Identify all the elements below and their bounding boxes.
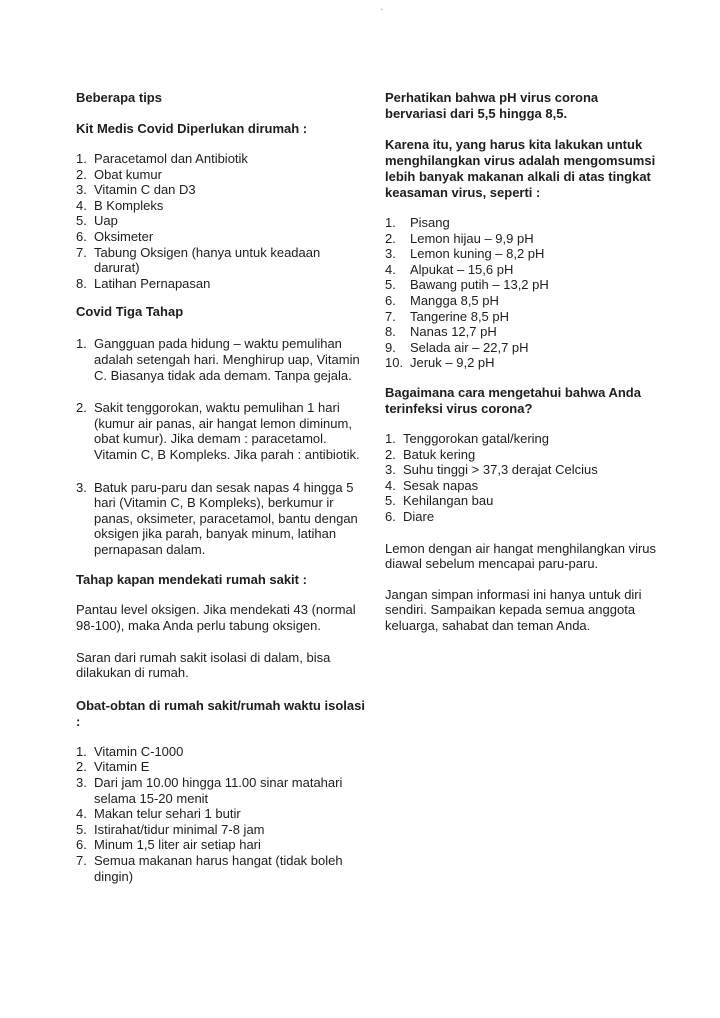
list-item <box>76 759 366 775</box>
list-item-text: Mangga 8,5 pH <box>410 292 499 308</box>
list-item-text: Dari jam 10.00 hingga 11.00 sinar matahari selama 15-20 menit <box>94 775 343 806</box>
list-item-text: Gangguan pada hidung – waktu pemulihan adalah setengah hari. Menghirup uap, Vitamin C. Biasanya tidak ada demam. Tanpa gejala. <box>94 336 360 383</box>
isolation-medicines-list <box>76 744 366 884</box>
list-item-number: 6. <box>385 508 396 524</box>
list-item-text: Jeruk – 9,2 pH <box>410 355 495 371</box>
list-item-number: 4. <box>385 477 396 493</box>
list-item <box>76 853 366 884</box>
list-item <box>76 151 366 167</box>
list-item-text: Oksimeter <box>94 228 154 244</box>
list-item <box>76 213 366 229</box>
list-item-number: 4. <box>76 806 87 822</box>
list-item-text: Latihan Pernapasan <box>94 275 211 291</box>
list-item-text: Semua makanan harus hangat (tidak boleh dingin) <box>94 853 343 884</box>
list-item <box>76 480 366 558</box>
left-column <box>76 90 366 884</box>
list-item-number: 2. <box>76 166 87 182</box>
list-item <box>385 262 660 278</box>
isolation-advice-text: Saran dari rumah sakit isolasi di dalam, bisa dilakukan di rumah. <box>76 649 331 681</box>
list-item-text: Diare <box>403 508 435 524</box>
list-item-text: Makan telur sehari 1 butir <box>94 806 241 822</box>
list-item-number: 3. <box>76 479 87 495</box>
list-item <box>76 822 366 838</box>
list-item <box>385 293 660 309</box>
lemon-water-text: Lemon dengan air hangat menghilangkan virus diawal sebelum mencapai paru-paru. <box>385 540 657 572</box>
list-item-number: 7. <box>385 308 396 324</box>
list-item <box>385 231 660 247</box>
list-item-number: 6. <box>76 837 87 853</box>
heading-tips: Beberapa tips <box>76 90 162 105</box>
list-item <box>76 167 366 183</box>
list-item <box>385 478 660 494</box>
list-item-text: Nanas 12,7 pH <box>410 324 497 340</box>
list-item-number: 2. <box>385 446 396 462</box>
list-item-number: 4. <box>76 197 87 213</box>
list-item <box>385 309 660 325</box>
list-item-text: Tangerine 8,5 pH <box>410 308 510 324</box>
list-item-text: Lemon kuning – 8,2 pH <box>410 246 545 262</box>
list-item-text: Tabung Oksigen (hanya untuk keadaan darurat) <box>94 244 321 276</box>
list-item-text: Lemon hijau – 9,9 pH <box>410 230 534 246</box>
list-item-number: 9. <box>385 339 396 355</box>
list-item-text: Uap <box>94 213 118 229</box>
list-item <box>385 324 660 340</box>
heading-medical-kit: Kit Medis Covid Diperlukan dirumah : <box>76 121 308 136</box>
list-item-number: 1. <box>76 743 87 759</box>
list-item <box>76 336 366 383</box>
list-item <box>385 340 660 356</box>
list-item-number: 6. <box>385 292 396 308</box>
list-item-text: Sesak napas <box>403 477 479 493</box>
list-item <box>76 744 366 760</box>
list-item-number: 8. <box>385 324 396 340</box>
list-item <box>76 837 366 853</box>
oxygen-level-text: Pantau level oksigen. Jika mendekati 43 (normal 98-100), maka Anda perlu tabung oksigen. <box>76 602 356 634</box>
heading-symptoms: Bagaimana cara mengetahui bahwa Anda terinfeksi virus corona? <box>385 384 641 416</box>
list-item-text: Obat kumur <box>94 166 162 182</box>
list-item-number: 1. <box>76 336 87 352</box>
list-item <box>385 277 660 293</box>
list-item-number: 5. <box>385 277 396 293</box>
list-item-text: Paracetamol dan Antibiotik <box>94 151 248 166</box>
list-item <box>385 215 660 231</box>
list-item <box>385 431 660 447</box>
list-item-text: Selada air – 22,7 pH <box>410 339 529 355</box>
right-column <box>385 90 660 633</box>
list-item-number: 6. <box>76 228 87 244</box>
list-item-text: Sakit tenggorokan, waktu pemulihan 1 hari (kumur air panas, air hangat lemon diminum, obat kumur). Jika demam : paracetamol. Vitamin C, B Kompleks. Jika parah : antibiotik. <box>94 400 360 462</box>
list-item-number: 2. <box>385 230 396 246</box>
medical-kit-list <box>76 151 366 291</box>
list-item-number: 1. <box>385 215 396 230</box>
list-item-text: Vitamin C-1000 <box>94 743 184 759</box>
scan-speck-mark: · <box>380 4 384 15</box>
list-item-text: Pisang <box>410 215 450 230</box>
list-item-number: 2. <box>76 759 87 775</box>
list-item-number: 5. <box>385 493 396 509</box>
list-item-number: 3. <box>385 462 396 478</box>
list-item-number: 4. <box>385 261 396 277</box>
list-item <box>385 355 660 371</box>
list-item <box>385 246 660 262</box>
list-item <box>385 509 660 525</box>
list-item-text: Istirahat/tidur minimal 7-8 jam <box>94 821 265 837</box>
list-item-text: Batuk paru-paru dan sesak napas 4 hingga 5 hari (Vitamin C, B Kompleks), berkumur ir panas, oksimeter, paracetamol, bantu dengan oksigen jika parah, banyak minum, latihan pernapasan dalam. <box>94 479 358 557</box>
list-item-number: 3. <box>76 775 87 791</box>
share-info-text: Jangan simpan informasi ini hanya untuk diri sendiri. Sampaikan kepada semua anggota keluarga, sahabat dan teman Anda. <box>385 586 642 633</box>
list-item-number: 3. <box>385 246 396 262</box>
list-item-number: 7. <box>76 244 87 260</box>
list-item-number: 1. <box>76 151 87 166</box>
heading-ph-range: Perhatikan bahwa pH virus corona bervariasi dari 5,5 hingga 8,5. <box>385 90 599 121</box>
alkaline-foods-list <box>385 215 660 371</box>
list-item <box>385 462 660 478</box>
list-item-number: 1. <box>385 430 396 446</box>
symptoms-list <box>385 431 660 525</box>
list-item-text: Vitamin C dan D3 <box>94 182 196 198</box>
list-item-number: 5. <box>76 213 87 229</box>
list-item <box>76 775 366 806</box>
list-item-text: B Kompleks <box>94 197 164 213</box>
list-item-text: Kehilangan bau <box>403 493 494 509</box>
list-item-text: Alpukat – 15,6 pH <box>410 261 514 277</box>
heading-isolation-medicines: Obat-obtan di rumah sakit/rumah waktu isolasi : <box>76 697 365 729</box>
list-item-text: Batuk kering <box>403 446 476 462</box>
list-item-number: 5. <box>76 821 87 837</box>
list-item-text: Suhu tinggi > 37,3 derajat Celcius <box>403 462 598 478</box>
list-item-number: 8. <box>76 275 87 291</box>
covid-stages-list <box>76 336 366 557</box>
list-item <box>76 276 366 292</box>
list-item-text: Bawang putih – 13,2 pH <box>410 277 549 293</box>
list-item-number: 2. <box>76 400 87 416</box>
list-item-text: Vitamin E <box>94 759 150 775</box>
list-item-text: Minum 1,5 liter air setiap hari <box>94 837 261 853</box>
list-item <box>76 182 366 198</box>
list-item <box>76 806 366 822</box>
list-item <box>76 245 366 276</box>
list-item-text: Tenggorokan gatal/kering <box>403 430 549 446</box>
list-item-number: 7. <box>76 853 87 868</box>
list-item <box>76 229 366 245</box>
heading-hospital-stage: Tahap kapan mendekati rumah sakit : <box>76 572 307 588</box>
heading-covid-stages: Covid Tiga Tahap <box>76 304 184 320</box>
list-item-number: 3. <box>76 182 87 198</box>
list-item <box>76 198 366 214</box>
list-item-number: 10. <box>385 355 404 371</box>
list-item <box>385 493 660 509</box>
list-item <box>76 400 366 462</box>
heading-alkaline-foods: Karena itu, yang harus kita lakukan untuk menghilangkan virus adalah mengomsumsi lebih banyak makanan alkali di atas tingkat keasaman virus, seperti : <box>385 137 656 200</box>
list-item <box>385 447 660 463</box>
